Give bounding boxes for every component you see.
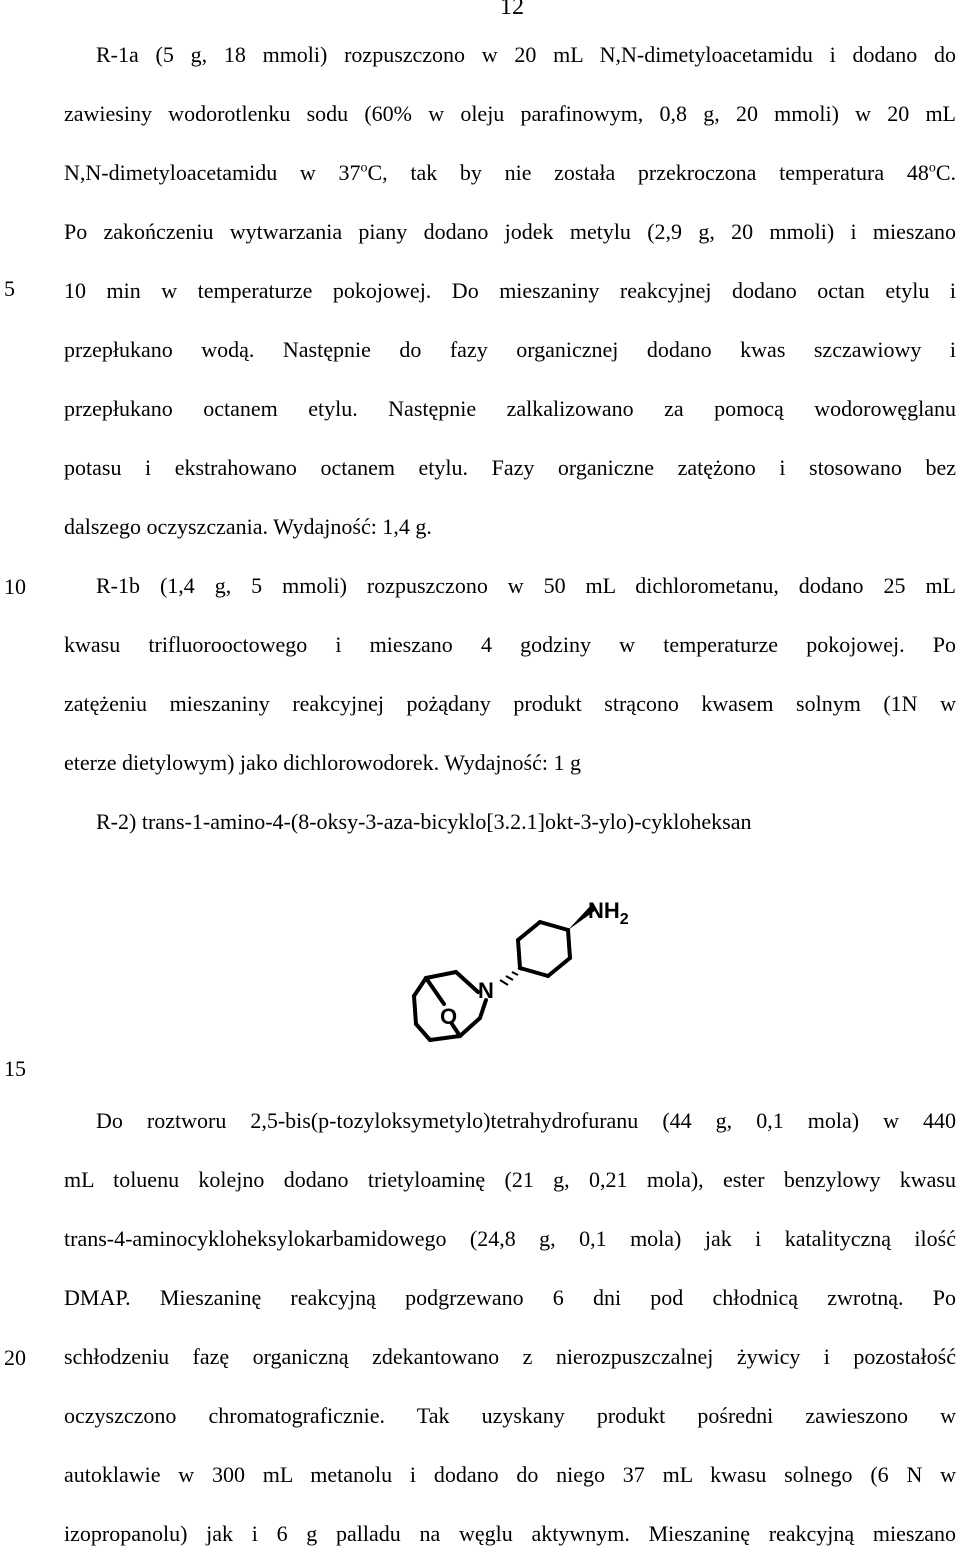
- degree-superscript: o: [360, 160, 368, 176]
- bond: [426, 972, 456, 978]
- bond: [520, 968, 548, 976]
- text-line: zawiesiny wodorotlenku sodu (60% w oleju parafinowym, 0,8 g, 20 mmoli) w 20 mL: [64, 101, 956, 126]
- text-line: R-1b (1,4 g, 5 mmoli) rozpuszczono w 50 mL dichlorometanu, dodano 25 mL: [96, 573, 956, 598]
- text-line: dalszego oczyszczania. Wydajność: 1,4 g.: [64, 514, 432, 539]
- bond: [568, 930, 570, 958]
- text-line: kwasu trifluorooctowego i mieszano 4 godziny w temperaturze pokojowej. Po: [64, 632, 956, 657]
- text-segment: C, tak by nie została przekroczona temperatura 48: [367, 160, 929, 185]
- chemical-structure: [400, 888, 640, 1048]
- bond: [456, 972, 478, 992]
- page-number: 12: [500, 0, 524, 20]
- line-number-20: 20: [4, 1345, 26, 1370]
- bond: [460, 1018, 480, 1036]
- text-line: oczyszczono chromatograficznie. Tak uzyskany produkt pośredni zawieszono w: [64, 1403, 956, 1428]
- line-number-5: 5: [4, 276, 15, 301]
- hashed-bond: [500, 968, 522, 985]
- text-line: Do roztworu 2,5-bis(p-tozyloksymetylo)tetrahydrofuranu (44 g, 0,1 mola) w 440: [96, 1108, 956, 1133]
- bond: [414, 996, 416, 1024]
- bond: [548, 958, 570, 976]
- text-line: R-1a (5 g, 18 mmoli) rozpuszczono w 20 mL N,N-dimetyloacetamidu i dodano do: [96, 42, 956, 67]
- text-segment: C.: [935, 160, 957, 185]
- bond: [518, 922, 540, 940]
- text-line: mL toluenu kolejno dodano trietyloaminę (21 g, 0,21 mola), ester benzylowy kwasu: [64, 1167, 956, 1192]
- text-line: schłodzeniu fazę organiczną zdekantowano z nierozpuszczalnej żywicy i pozostałość: [64, 1344, 956, 1369]
- text-line: eterze dietylowym) jako dichlorowodorek. Wydajność: 1 g: [64, 750, 581, 775]
- text-line: Po zakończeniu wytwarzania piany dodano jodek metylu (2,9 g, 20 mmoli) i mieszano: [64, 219, 956, 244]
- degree-superscript: o: [928, 160, 936, 176]
- text-line: izopropanolu) jak i 6 g palladu na węglu aktywnym. Mieszaninę reakcyjną mieszano: [64, 1521, 956, 1546]
- bond: [426, 978, 444, 1004]
- bond: [416, 1024, 430, 1040]
- text-line: autoklawie w 300 mL metanolu i dodano do niego 37 mL kwasu solnego (6 N w: [64, 1462, 956, 1487]
- line-number-10: 10: [4, 574, 26, 599]
- text-line: przepłukano wodą. Następnie do fazy organicznej dodano kwas szczawiowy i: [64, 337, 956, 362]
- text-line: DMAP. Mieszaninę reakcyjną podgrzewano 6 dni pod chłodnicą zwrotną. Po: [64, 1285, 956, 1310]
- bond: [414, 978, 426, 996]
- bond: [518, 940, 520, 968]
- bond: [540, 922, 568, 930]
- text-line: zatężeniu mieszaniny reakcyjnej pożądany produkt strącono kwasem solnym (1N w: [64, 691, 956, 716]
- text-line: 10 min w temperaturze pokojowej. Do mieszaniny reakcyjnej dodano octan etylu i: [64, 278, 956, 303]
- compound-heading: R-2) trans-1-amino-4-(8-oksy-3-aza-bicyklo[3.2.1]okt-3-ylo)-cykloheksan: [96, 809, 752, 834]
- nitrogen-label: N: [478, 978, 494, 1003]
- text-line: potasu i ekstrahowano octanem etylu. Fazy organiczne zatężono i stosowano bez: [64, 455, 956, 480]
- text-line: trans-4-aminocykloheksylokarbamidowego (24,8 g, 0,1 mola) jak i katalityczną ilość: [64, 1226, 956, 1251]
- oxygen-label: O: [440, 1004, 458, 1029]
- line-number-15: 15: [4, 1056, 26, 1081]
- nh2-label: $NH_2$: [588, 898, 629, 928]
- text-line: [64, 160, 956, 186]
- text-segment: N,N-dimetyloacetamidu w 37: [64, 160, 361, 185]
- text-line: przepłukano octanem etylu. Następnie zalkalizowano za pomocą wodorowęglanu: [64, 396, 956, 421]
- bond: [430, 1036, 460, 1040]
